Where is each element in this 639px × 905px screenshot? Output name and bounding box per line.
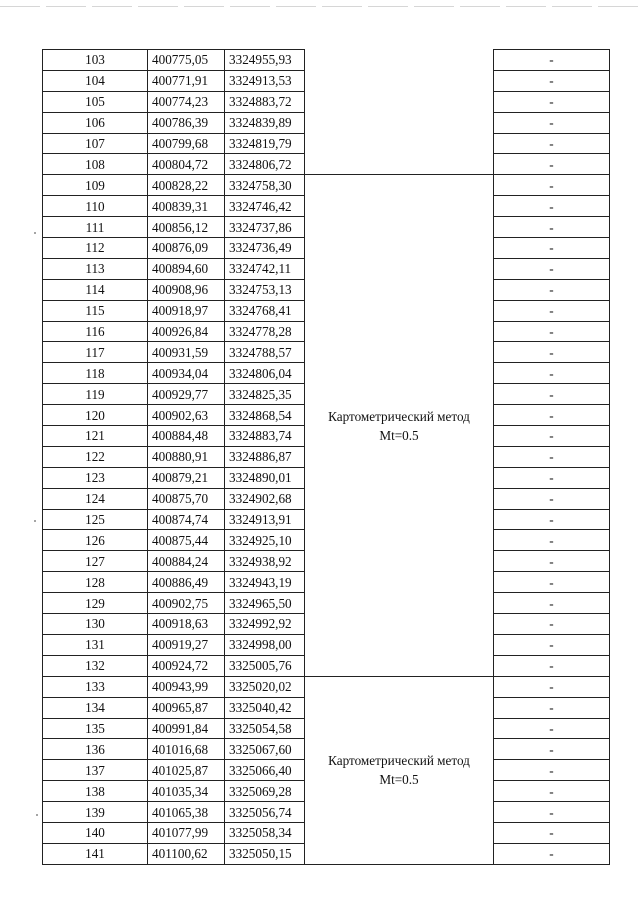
x-coordinate-cell: 401065,38: [148, 802, 225, 823]
y-coordinate-cell: 3324742,11: [225, 258, 305, 279]
method-accuracy: Mt=0.5: [379, 427, 419, 443]
point-number-cell: 126: [43, 530, 148, 551]
note-cell: -: [494, 91, 610, 112]
point-number-cell: 134: [43, 697, 148, 718]
y-coordinate-cell: 3324806,72: [225, 154, 305, 175]
point-number-cell: 135: [43, 718, 148, 739]
point-number-cell: 113: [43, 258, 148, 279]
point-number-cell: 132: [43, 655, 148, 676]
x-coordinate-cell: 400799,68: [148, 133, 225, 154]
y-coordinate-cell: 3324753,13: [225, 279, 305, 300]
note-cell: -: [494, 238, 610, 259]
y-coordinate-cell: 3324992,92: [225, 614, 305, 635]
note-cell: -: [494, 50, 610, 71]
y-coordinate-cell: 3324758,30: [225, 175, 305, 196]
point-number-cell: 107: [43, 133, 148, 154]
coordinates-table: [42, 49, 610, 865]
point-number-cell: 112: [43, 238, 148, 259]
x-coordinate-cell: 400786,39: [148, 112, 225, 133]
y-coordinate-cell: 3324883,72: [225, 91, 305, 112]
note-cell: -: [494, 384, 610, 405]
point-number-cell: 118: [43, 363, 148, 384]
point-number-cell: 127: [43, 551, 148, 572]
note-cell: -: [494, 467, 610, 488]
note-cell: -: [494, 488, 610, 509]
point-number-cell: 133: [43, 676, 148, 697]
note-cell: -: [494, 321, 610, 342]
y-coordinate-cell: 3325040,42: [225, 697, 305, 718]
x-coordinate-cell: 401016,68: [148, 739, 225, 760]
scan-speck: [34, 232, 36, 234]
y-coordinate-cell: 3325054,58: [225, 718, 305, 739]
point-number-cell: 121: [43, 426, 148, 447]
y-coordinate-cell: 3324788,57: [225, 342, 305, 363]
y-coordinate-cell: 3324806,04: [225, 363, 305, 384]
y-coordinate-cell: 3325069,28: [225, 781, 305, 802]
x-coordinate-cell: 400902,75: [148, 593, 225, 614]
note-cell: -: [494, 70, 610, 91]
x-coordinate-cell: 400965,87: [148, 697, 225, 718]
note-cell: -: [494, 154, 610, 175]
point-number-cell: 138: [43, 781, 148, 802]
x-coordinate-cell: 400828,22: [148, 175, 225, 196]
scan-header-rule: [0, 6, 639, 7]
y-coordinate-cell: 3324778,28: [225, 321, 305, 342]
note-cell: -: [494, 300, 610, 321]
x-coordinate-cell: 400856,12: [148, 217, 225, 238]
y-coordinate-cell: 3324868,54: [225, 405, 305, 426]
point-number-cell: 119: [43, 384, 148, 405]
scan-speck: [36, 814, 38, 816]
note-cell: -: [494, 676, 610, 697]
x-coordinate-cell: 400879,21: [148, 467, 225, 488]
x-coordinate-cell: 400894,60: [148, 258, 225, 279]
x-coordinate-cell: 400884,24: [148, 551, 225, 572]
method-name: Картометрический метод: [328, 753, 470, 769]
point-number-cell: 114: [43, 279, 148, 300]
point-number-cell: 131: [43, 634, 148, 655]
x-coordinate-cell: 400771,91: [148, 70, 225, 91]
y-coordinate-cell: 3324883,74: [225, 426, 305, 447]
point-number-cell: 117: [43, 342, 148, 363]
y-coordinate-cell: 3325067,60: [225, 739, 305, 760]
method-name: Картометрический метод: [328, 408, 470, 424]
point-number-cell: 111: [43, 217, 148, 238]
x-coordinate-cell: 400934,04: [148, 363, 225, 384]
point-number-cell: 136: [43, 739, 148, 760]
note-cell: -: [494, 822, 610, 843]
scan-speck: [34, 520, 36, 522]
point-number-cell: 110: [43, 196, 148, 217]
y-coordinate-cell: 3325050,15: [225, 843, 305, 864]
point-number-cell: 104: [43, 70, 148, 91]
x-coordinate-cell: 400929,77: [148, 384, 225, 405]
note-cell: -: [494, 279, 610, 300]
x-coordinate-cell: 400886,49: [148, 572, 225, 593]
table-row: [43, 50, 610, 71]
point-number-cell: 105: [43, 91, 148, 112]
note-cell: -: [494, 760, 610, 781]
note-cell: -: [494, 655, 610, 676]
y-coordinate-cell: 3324913,53: [225, 70, 305, 91]
point-number-cell: 130: [43, 614, 148, 635]
x-coordinate-cell: 400774,23: [148, 91, 225, 112]
point-number-cell: 109: [43, 175, 148, 196]
x-coordinate-cell: 400875,70: [148, 488, 225, 509]
note-cell: -: [494, 739, 610, 760]
x-coordinate-cell: 401100,62: [148, 843, 225, 864]
note-cell: -: [494, 446, 610, 467]
note-cell: -: [494, 802, 610, 823]
note-cell: -: [494, 551, 610, 572]
point-number-cell: 116: [43, 321, 148, 342]
note-cell: -: [494, 175, 610, 196]
note-cell: -: [494, 530, 610, 551]
x-coordinate-cell: 400908,96: [148, 279, 225, 300]
y-coordinate-cell: 3324768,41: [225, 300, 305, 321]
x-coordinate-cell: 401077,99: [148, 822, 225, 843]
note-cell: -: [494, 634, 610, 655]
x-coordinate-cell: 400991,84: [148, 718, 225, 739]
point-number-cell: 103: [43, 50, 148, 71]
note-cell: -: [494, 697, 610, 718]
y-coordinate-cell: 3324938,92: [225, 551, 305, 572]
point-number-cell: 120: [43, 405, 148, 426]
y-coordinate-cell: 3324902,68: [225, 488, 305, 509]
method-accuracy: Mt=0.5: [379, 772, 419, 788]
note-cell: -: [494, 196, 610, 217]
y-coordinate-cell: 3325066,40: [225, 760, 305, 781]
x-coordinate-cell: 400924,72: [148, 655, 225, 676]
note-cell: -: [494, 217, 610, 238]
x-coordinate-cell: 400884,48: [148, 426, 225, 447]
point-number-cell: 123: [43, 467, 148, 488]
y-coordinate-cell: 3324913,91: [225, 509, 305, 530]
y-coordinate-cell: 3324736,49: [225, 238, 305, 259]
x-coordinate-cell: 400902,63: [148, 405, 225, 426]
y-coordinate-cell: 3325058,34: [225, 822, 305, 843]
note-cell: -: [494, 843, 610, 864]
note-cell: -: [494, 112, 610, 133]
x-coordinate-cell: 400775,05: [148, 50, 225, 71]
x-coordinate-cell: 400918,97: [148, 300, 225, 321]
y-coordinate-cell: 3325005,76: [225, 655, 305, 676]
x-coordinate-cell: 401025,87: [148, 760, 225, 781]
y-coordinate-cell: 3324746,42: [225, 196, 305, 217]
x-coordinate-cell: 400880,91: [148, 446, 225, 467]
point-number-cell: 108: [43, 154, 148, 175]
method-cell: [305, 50, 494, 175]
point-number-cell: 141: [43, 843, 148, 864]
table-row: [43, 175, 610, 196]
table-row: [43, 676, 610, 697]
x-coordinate-cell: 400943,99: [148, 676, 225, 697]
y-coordinate-cell: 3324839,89: [225, 112, 305, 133]
point-number-cell: 140: [43, 822, 148, 843]
point-number-cell: 129: [43, 593, 148, 614]
y-coordinate-cell: 3324886,87: [225, 446, 305, 467]
y-coordinate-cell: 3324737,86: [225, 217, 305, 238]
method-cell: [305, 676, 494, 864]
x-coordinate-cell: 400876,09: [148, 238, 225, 259]
note-cell: -: [494, 426, 610, 447]
note-cell: -: [494, 363, 610, 384]
point-number-cell: 115: [43, 300, 148, 321]
y-coordinate-cell: 3324998,00: [225, 634, 305, 655]
y-coordinate-cell: 3325056,74: [225, 802, 305, 823]
note-cell: -: [494, 509, 610, 530]
x-coordinate-cell: 400804,72: [148, 154, 225, 175]
note-cell: -: [494, 718, 610, 739]
x-coordinate-cell: 400919,27: [148, 634, 225, 655]
y-coordinate-cell: 3324955,93: [225, 50, 305, 71]
y-coordinate-cell: 3324925,10: [225, 530, 305, 551]
x-coordinate-cell: 400918,63: [148, 614, 225, 635]
y-coordinate-cell: 3325020,02: [225, 676, 305, 697]
point-number-cell: 125: [43, 509, 148, 530]
note-cell: -: [494, 133, 610, 154]
x-coordinate-cell: 400839,31: [148, 196, 225, 217]
note-cell: -: [494, 614, 610, 635]
y-coordinate-cell: 3324819,79: [225, 133, 305, 154]
coordinates-table-body: [43, 50, 610, 865]
x-coordinate-cell: 400931,59: [148, 342, 225, 363]
y-coordinate-cell: 3324825,35: [225, 384, 305, 405]
point-number-cell: 137: [43, 760, 148, 781]
note-cell: -: [494, 342, 610, 363]
note-cell: -: [494, 593, 610, 614]
y-coordinate-cell: 3324965,50: [225, 593, 305, 614]
point-number-cell: 106: [43, 112, 148, 133]
x-coordinate-cell: 400926,84: [148, 321, 225, 342]
note-cell: -: [494, 405, 610, 426]
point-number-cell: 128: [43, 572, 148, 593]
note-cell: -: [494, 781, 610, 802]
y-coordinate-cell: 3324943,19: [225, 572, 305, 593]
point-number-cell: 122: [43, 446, 148, 467]
note-cell: -: [494, 258, 610, 279]
note-cell: -: [494, 572, 610, 593]
x-coordinate-cell: 401035,34: [148, 781, 225, 802]
point-number-cell: 139: [43, 802, 148, 823]
x-coordinate-cell: 400875,44: [148, 530, 225, 551]
x-coordinate-cell: 400874,74: [148, 509, 225, 530]
y-coordinate-cell: 3324890,01: [225, 467, 305, 488]
point-number-cell: 124: [43, 488, 148, 509]
method-cell: [305, 175, 494, 676]
